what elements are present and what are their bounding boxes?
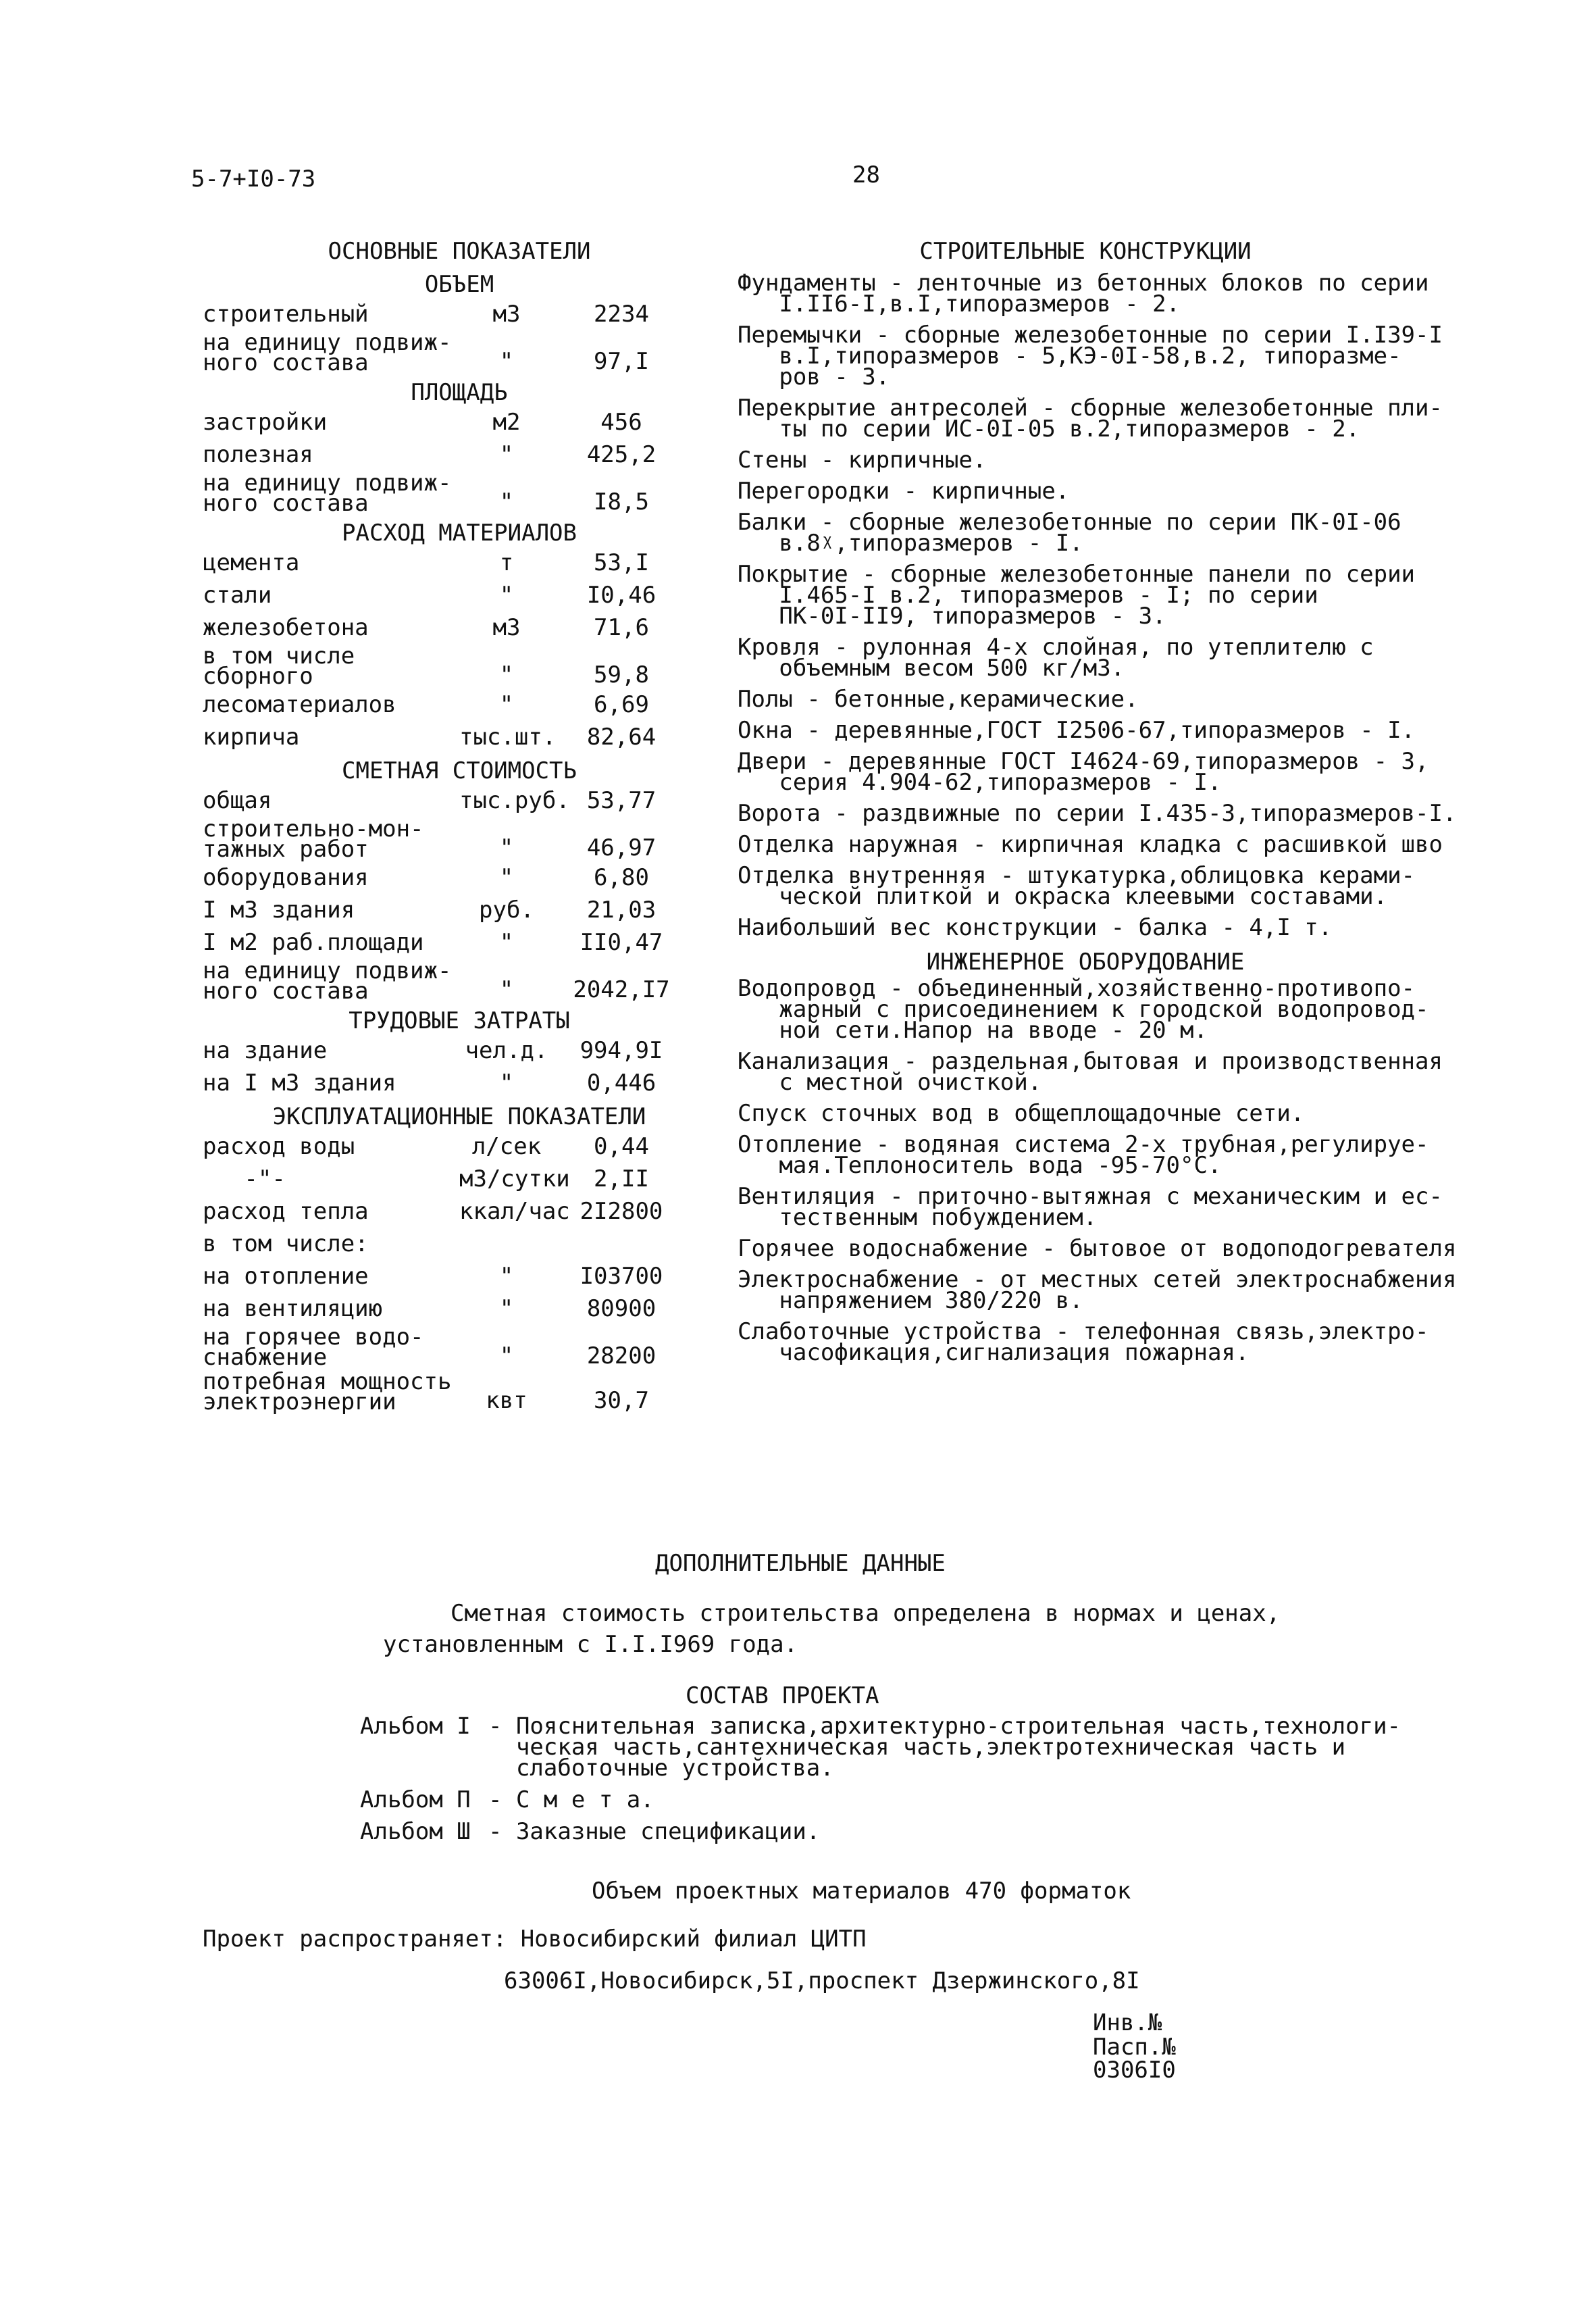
engineering-item: Канализация - раздельная,бытовая и производственная с местной очисткой. — [738, 1048, 1443, 1096]
engineering-item: Горячее водоснабжение - бытовое от водоподогревателя — [738, 1235, 1457, 1262]
indicator-row — [203, 549, 716, 581]
construction-item: Перегородки - кирпичные. — [738, 478, 1070, 505]
album-name: Альбом П — [360, 1786, 471, 1813]
construction-item: Балки - сборные железобетонные по серии ПК-0I-06 в.8ᵡ,типоразмеров - I. — [738, 509, 1401, 557]
indicator-label: застройки — [203, 409, 328, 436]
additional-line-1: Сметная стоимость строительства определена в нормах и ценах, — [451, 1600, 1281, 1627]
indicator-row — [203, 329, 716, 377]
indicator-value: 994,9I — [580, 1037, 663, 1064]
indicator-row — [203, 928, 716, 961]
indicator-label: потребная мощность электроэнергии — [203, 1368, 452, 1415]
album-list — [360, 1713, 1414, 1853]
indicator-row — [203, 1368, 716, 1416]
indicator-row — [203, 896, 716, 928]
constructions-column — [738, 234, 1457, 1374]
inventory-number: Инв.№ — [1093, 2009, 1162, 2036]
indicator-row — [203, 643, 716, 690]
indicator-unit: квт — [486, 1387, 527, 1414]
indicator-section-title: ОБЪЕМ — [424, 271, 494, 298]
construction-item: Отделка наружная - кирпичная кладка с расшивкой шво — [738, 831, 1443, 858]
indicator-label: оборудования — [203, 864, 369, 891]
indicator-label: на единицу подвиж- ного состава — [203, 329, 452, 376]
indicator-unit: " — [499, 1295, 514, 1322]
indicator-row — [203, 1294, 716, 1327]
indicator-unit: " — [499, 348, 514, 375]
indicator-value: 2234 — [594, 301, 649, 328]
indicator-value: I8,5 — [594, 488, 649, 515]
composition-title: СОСТАВ ПРОЕКТА — [686, 1682, 879, 1709]
indicator-section-title: ПЛОЩАДЬ — [411, 379, 508, 406]
indicator-label: расход воды — [203, 1133, 355, 1160]
indicator-row — [203, 957, 716, 1005]
indicator-value: 6,80 — [594, 864, 649, 891]
indicator-row — [203, 300, 716, 332]
indicator-unit: " — [499, 1070, 514, 1097]
indicator-value: 80900 — [586, 1295, 657, 1322]
indicator-value: 82,64 — [586, 724, 657, 751]
indicator-unit: тыс.шт. — [459, 724, 557, 751]
indicator-value: 46,97 — [586, 834, 657, 861]
indicator-section-title: СМЕТНАЯ СТОИМОСТЬ — [342, 757, 577, 784]
indicator-label: железобетона — [203, 614, 369, 641]
indicator-label: I м3 здания — [203, 897, 355, 924]
indicator-value: 21,03 — [586, 897, 657, 924]
indicator-unit: " — [499, 929, 514, 956]
indicator-label: на единицу подвиж- ного состава — [203, 470, 452, 517]
indicator-row — [203, 581, 716, 613]
additional-title: ДОПОЛНИТЕЛЬНЫЕ ДАННЫЕ — [655, 1550, 946, 1577]
indicator-row — [203, 1132, 716, 1165]
indicator-label: -"- — [203, 1165, 286, 1192]
indicator-value: 2042,I7 — [573, 976, 670, 1003]
indicator-unit: т — [499, 549, 514, 576]
indicator-label: кирпича — [203, 724, 300, 751]
indicator-label: стали — [203, 582, 272, 609]
distributor-line: Проект распространяет: Новосибирский филиал ЦИТП — [203, 1926, 867, 1953]
indicator-value: 6,69 — [594, 691, 649, 718]
indicator-value: 97,I — [594, 348, 649, 375]
indicator-value: I03700 — [580, 1263, 663, 1290]
indicator-sections — [203, 269, 716, 1416]
indicator-row — [203, 1262, 716, 1294]
indicator-value: 0,44 — [594, 1133, 649, 1160]
indicator-row — [203, 441, 716, 473]
indicator-unit: руб. — [479, 897, 534, 924]
indicator-label: строительно-мон- тажных работ — [203, 815, 424, 863]
constructions-title: СТРОИТЕЛЬНЫЕ КОНСТРУКЦИИ — [919, 238, 1252, 265]
indicator-value: 2,II — [594, 1165, 649, 1192]
indicator-row — [203, 786, 716, 819]
indicator-value: 28200 — [586, 1342, 657, 1369]
indicator-row — [203, 613, 716, 646]
distributor-address: 63006I,Новосибирск,5I,проспект Дзержинского,8I — [504, 1967, 1140, 1994]
indicator-unit: л/сек — [471, 1133, 542, 1160]
indicator-label: на I м3 здания — [203, 1070, 396, 1097]
construction-item: Кровля - рулонная 4-х слойная, по утеплителю с объемным весом 500 кг/м3. — [738, 634, 1374, 682]
indicator-section-title: РАСХОД МАТЕРИАЛОВ — [342, 520, 577, 547]
indicator-row — [203, 863, 716, 896]
indicator-label: общая — [203, 787, 272, 814]
indicator-label: на здание — [203, 1037, 328, 1064]
indicator-label: в том числе сборного — [203, 643, 355, 690]
engineering-item: Водопровод - объединенный,хозяйственно-противопо- жарный с присоединением к городской водопровод- ной сети.Напор на вводе - 20 м. — [738, 975, 1429, 1044]
indicator-unit: м2 — [492, 409, 521, 436]
construction-item: Двери - деревянные ГОСТ I4624-69,типоразмеров - 3, серия 4.904-62,типоразмеров - I. — [738, 748, 1429, 796]
construction-item: Окна - деревянные,ГОСТ I2506-67,типоразмеров - I. — [738, 717, 1416, 744]
indicator-row — [203, 1230, 716, 1262]
engineering-item: Вентиляция - приточно-вытяжная с механическим и ес- тественным побуждением. — [738, 1183, 1443, 1231]
indicator-value: II0,47 — [580, 929, 663, 956]
document-code: 5-7+I0-73 — [191, 166, 316, 193]
album-description: - Заказные спецификации. — [488, 1818, 821, 1845]
indicator-value: 425,2 — [586, 441, 657, 468]
indicator-value: I0,46 — [586, 582, 657, 609]
construction-items — [738, 270, 1457, 941]
construction-item: Ворота - раздвижные по серии I.435-3,типоразмеров-I. — [738, 800, 1457, 827]
album-description: - Пояснительная записка,архитектурно-строительная часть,технологи- ческая часть,сантехническая часть,электротехническая часть и слаботочные устройства. — [488, 1713, 1401, 1782]
construction-item: Перекрытие антресолей - сборные железобетонные пли- ты по серии ИС-0I-05 в.2,типоразмеров - 2. — [738, 395, 1443, 443]
indicator-unit: " — [499, 661, 514, 688]
indicator-row — [203, 815, 716, 863]
indicator-section-title: ЭКСПЛУАТАЦИОННЫЕ ПОКАЗАТЕЛИ — [272, 1103, 646, 1130]
indicator-unit: " — [499, 1342, 514, 1369]
album-description: - С м е т а. — [488, 1786, 654, 1813]
construction-item: Наибольший вес конструкции - балка - 4,I т. — [738, 914, 1333, 941]
indicator-label: цемента — [203, 549, 300, 576]
indicator-row — [203, 1324, 716, 1372]
construction-item: Перемычки - сборные железобетонные по серии I.I39-I в.I,типоразмеров - 5,КЭ-0I-58,в.2, типоразме- ров - 3. — [738, 322, 1443, 391]
passport-number: Пасп.№ 0306I0 — [1093, 2034, 1176, 2084]
indicator-label: I м2 раб.площади — [203, 929, 424, 956]
engineering-items — [738, 975, 1457, 1366]
indicator-unit: " — [499, 441, 514, 468]
indicator-row — [203, 408, 716, 441]
indicator-value: 30,7 — [594, 1387, 649, 1414]
construction-item: Стены - кирпичные. — [738, 447, 987, 474]
additional-line-2: установленным с I.I.I969 года. — [383, 1631, 798, 1658]
indicator-unit: м3/сутки — [459, 1165, 570, 1192]
indicator-unit: ккал/час — [459, 1198, 570, 1225]
indicator-value: 456 — [600, 409, 642, 436]
indicator-label: расход тепла — [203, 1198, 369, 1225]
indicator-row — [203, 723, 716, 755]
indicator-unit: " — [499, 691, 514, 718]
indicator-value: 2I2800 — [580, 1198, 663, 1225]
construction-item: Полы - бетонные,керамические. — [738, 686, 1139, 713]
indicator-section-title: ТРУДОВЫЕ ЗАТРАТЫ — [349, 1007, 570, 1034]
indicator-value: 71,6 — [594, 614, 649, 641]
indicator-unit: " — [499, 488, 514, 515]
construction-item: Покрытие - сборные железобетонные панели по серии I.465-I в.2, типоразмеров - I; по серии ПК-0I-II9, типоразмеров - 3. — [738, 561, 1416, 630]
indicator-label: на горячее водо- снабжение — [203, 1324, 424, 1371]
indicator-unit: " — [499, 834, 514, 861]
indicator-unit: м3 — [492, 614, 521, 641]
indicator-unit: чел.д. — [465, 1037, 548, 1064]
album-row — [360, 1818, 1414, 1845]
indicator-row — [203, 470, 716, 518]
engineering-item: Спуск сточных вод в общеплощадочные сети. — [738, 1100, 1305, 1127]
indicator-row — [203, 1036, 716, 1069]
indicator-unit: " — [499, 864, 514, 891]
indicator-value: 53,77 — [586, 787, 657, 814]
indicator-label: на единицу подвиж- ного состава — [203, 957, 452, 1005]
album-row — [360, 1786, 1414, 1813]
indicator-row — [203, 1165, 716, 1197]
indicator-unit: " — [499, 582, 514, 609]
page-number: 28 — [852, 161, 880, 188]
indicator-label: на вентиляцию — [203, 1295, 383, 1322]
engineering-title: ИНЖЕНЕРНОЕ ОБОРУДОВАНИЕ — [926, 949, 1245, 976]
engineering-item: Слаботочные устройства - телефонная связь,электро- часофикация,сигнализация пожарная. — [738, 1318, 1429, 1366]
engineering-item: Электроснабжение - от местных сетей электроснабжения напряжением 380/220 в. — [738, 1266, 1457, 1314]
indicator-label: в том числе: — [203, 1230, 369, 1257]
indicator-unit: " — [499, 1263, 514, 1290]
indicator-row — [203, 1069, 716, 1101]
indicator-unit: " — [499, 976, 514, 1003]
indicators-column — [203, 234, 716, 1416]
indicator-value: 0,446 — [586, 1070, 657, 1097]
indicator-unit: м3 — [492, 301, 521, 328]
indicator-value: 59,8 — [594, 661, 649, 688]
album-name: Альбом Ш — [360, 1818, 471, 1845]
indicator-label: на отопление — [203, 1263, 369, 1290]
indicator-value: 53,I — [594, 549, 649, 576]
indicator-unit: тыс.руб. — [459, 787, 570, 814]
indicators-title: ОСНОВНЫЕ ПОКАЗАТЕЛИ — [328, 238, 591, 265]
album-row — [360, 1713, 1414, 1782]
construction-item: Фундаменты - ленточные из бетонных блоков по серии I.II6-I,в.I,типоразмеров - 2. — [738, 270, 1429, 318]
construction-item: Отделка внутренняя - штукатурка,облицовка керами- ческой плиткой и окраска клеевыми составами. — [738, 862, 1416, 910]
indicator-row — [203, 690, 716, 723]
album-name: Альбом I — [360, 1713, 471, 1740]
indicator-label: полезная — [203, 441, 313, 468]
volume-line: Объем проектных материалов 470 форматок — [592, 1878, 1131, 1905]
engineering-item: Отопление - водяная система 2-х трубная,регулируе- мая.Теплоноситель вода -95-70°С. — [738, 1131, 1429, 1179]
indicator-label: лесоматериалов — [203, 691, 396, 718]
indicator-label: строительный — [203, 301, 369, 328]
indicator-row — [203, 1197, 716, 1230]
